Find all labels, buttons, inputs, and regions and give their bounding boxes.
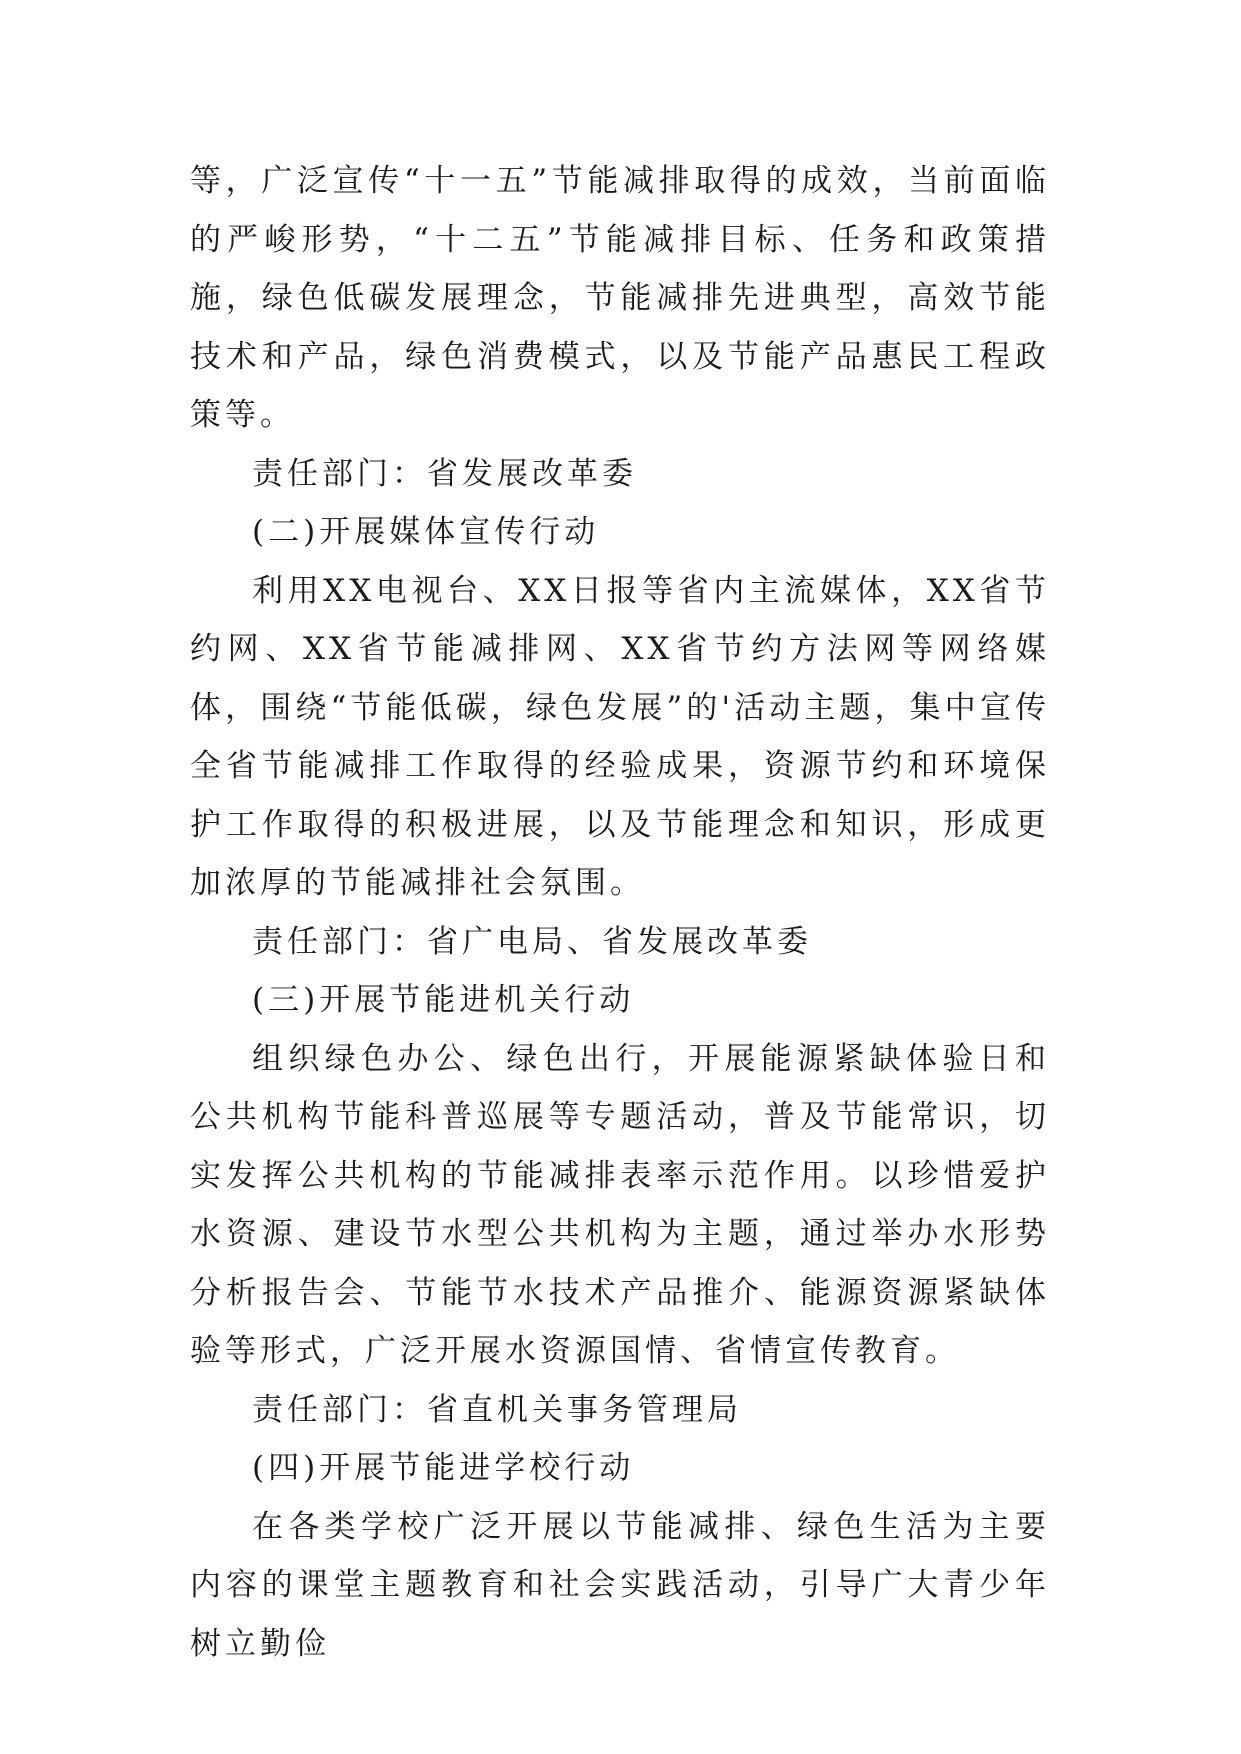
responsible-department: 责任部门：省直机关事务管理局 [252,1391,742,1428]
paragraph: 组织绿色办公、绿色出行，开展能源紧缺体验日和公共机构节能科普巡展等专题活动，普及节能常识，切实发挥公共机构的节能减排表率示范作用。以珍惜爱护水资源、建设节水型公共机构为主题，通过举办水形势分析报告会、节能节水技术产品推介、能源资源紧缺体验等形式，广泛开展水资源国情、省情宣传教育。 [190,1040,1050,1369]
paragraph-continuation: 等，广泛宣传“十一五”节能减排取得的成效，当前面临的严峻形势，“十二五”节能减排目标、任务和政策措施，绿色低碳发展理念，节能减排先进典型，高效节能技术和产品，绿色消费模式，以及节能产品惠民工程政策等。 [190,163,1050,433]
section-heading: (四)开展节能进学校行动 [252,1450,635,1486]
document-body [190,152,1050,1673]
paragraph: 在各类学校广泛开展以节能减排、绿色生活为主要内容的课堂主题教育和社会实践活动，引导广大青少年树立勤俭 [190,1508,1050,1662]
paragraph: 利用XX电视台、XX日报等省内主流媒体，XX省节约网、XX省节能减排网、XX省节约方法网等网络媒体，围绕“节能低碳，绿色发展”的'活动主题，集中宣传全省节能减排工作取得的经验成果，资源节约和环境保护工作取得的积极进展，以及节能理念和知识，形成更加浓厚的节能减排社会氛围。 [190,572,1050,901]
responsible-department: 责任部门：省广电局、省发展改革委 [252,923,812,960]
section-heading: (二)开展媒体宣传行动 [252,514,600,550]
responsible-department: 责任部门：省发展改革委 [252,455,637,492]
section-heading: (三)开展节能进机关行动 [252,982,635,1018]
